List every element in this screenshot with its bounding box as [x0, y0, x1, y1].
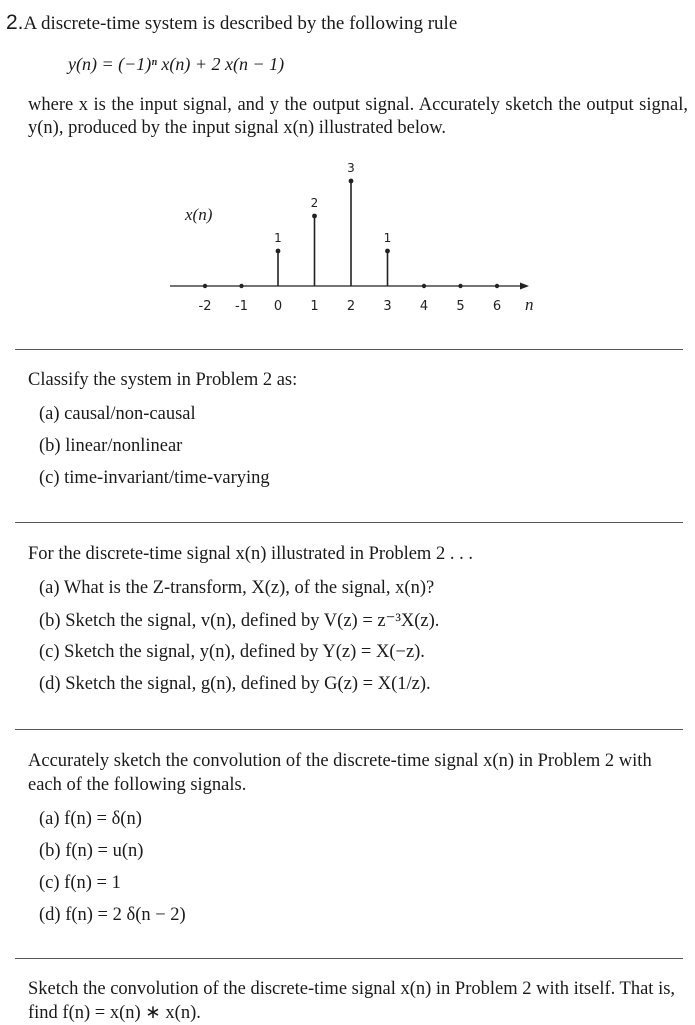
stem-marker: [276, 249, 281, 254]
stem-marker-zero: [239, 284, 243, 288]
problem-heading-text: A discrete-time system is described by the following rule: [23, 13, 458, 34]
selfconv-prompt: Sketch the convolution of the discrete-time signal x(n) in Problem 2 with itself. That is, find f(n) = x(n) ∗ x(n).: [28, 979, 676, 1023]
tick-label: 0: [273, 299, 283, 314]
divider: [15, 729, 683, 730]
ztransform-item-c: (c) Sketch the signal, y(n), defined by Y(z) = X(−z).: [39, 642, 425, 662]
stem-marker: [349, 179, 354, 184]
x-axis-arrow: [520, 283, 529, 290]
ztransform-item-b: (b) Sketch the signal, v(n), defined by V(z) = z⁻³X(z).: [39, 611, 440, 631]
problem-number: 2.: [6, 11, 24, 34]
ztransform-item-d: (d) Sketch the signal, g(n), defined by G(z) = X(1/z).: [39, 674, 431, 694]
stem-value-label: 3: [347, 161, 355, 175]
stem-marker: [312, 214, 317, 219]
tick-label: 3: [383, 299, 392, 314]
divider: [15, 958, 683, 959]
classify-item-a: (a) causal/non-causal: [39, 404, 196, 424]
ztransform-prompt: For the discrete-time signal x(n) illustrated in Problem 2 . . .: [28, 544, 473, 564]
x-axis-label: n: [525, 295, 534, 314]
plot-title: x(n): [185, 205, 213, 224]
tick-label: -2: [198, 299, 212, 314]
stem-marker-zero: [495, 284, 499, 288]
classify-item-c: (c) time-invariant/time-varying: [39, 468, 270, 488]
convolution-item-b: (b) f(n) = u(n): [39, 841, 144, 861]
convolution-item-c: (c) f(n) = 1: [39, 873, 121, 893]
stem-value-label: 2: [310, 196, 319, 210]
tick-label: 2: [346, 299, 356, 314]
problem-2-body: where x is the input signal, and y the output signal. Accurately sketch the output signal, y(n), produced by the input signal x(n) illustrated below.: [28, 95, 688, 138]
stem-value-label: 1: [383, 231, 392, 245]
classify-prompt: Classify the system in Problem 2 as:: [28, 370, 298, 390]
classify-item-b: (b) linear/nonlinear: [39, 436, 183, 456]
stem-plot: [165, 150, 545, 315]
ztransform-item-a: (a) What is the Z-transform, X(z), of the signal, x(n)?: [39, 578, 435, 598]
tick-label: 6: [492, 299, 502, 314]
convolution-item-a: (a) f(n) = δ(n): [39, 809, 142, 829]
stem-value-label: 1: [274, 231, 282, 245]
tick-label: -1: [235, 299, 248, 314]
stem-marker-zero: [458, 284, 462, 288]
stem-marker-zero: [203, 284, 207, 288]
convolution-item-d: (d) f(n) = 2 δ(n − 2): [39, 905, 186, 925]
stem-marker: [385, 249, 390, 254]
tick-label: 1: [310, 299, 319, 314]
convolution-prompt: Accurately sketch the convolution of the discrete-time signal x(n) in Problem 2 with each of the following signals.: [28, 751, 652, 795]
divider: [15, 522, 683, 523]
system-equation: y(n) = (−1)ⁿ x(n) + 2 x(n − 1): [68, 54, 285, 74]
tick-label: 4: [419, 299, 429, 314]
tick-label: 5: [456, 299, 465, 314]
problem-2-heading: [6, 10, 457, 35]
stem-marker-zero: [422, 284, 426, 288]
divider: [15, 349, 683, 350]
